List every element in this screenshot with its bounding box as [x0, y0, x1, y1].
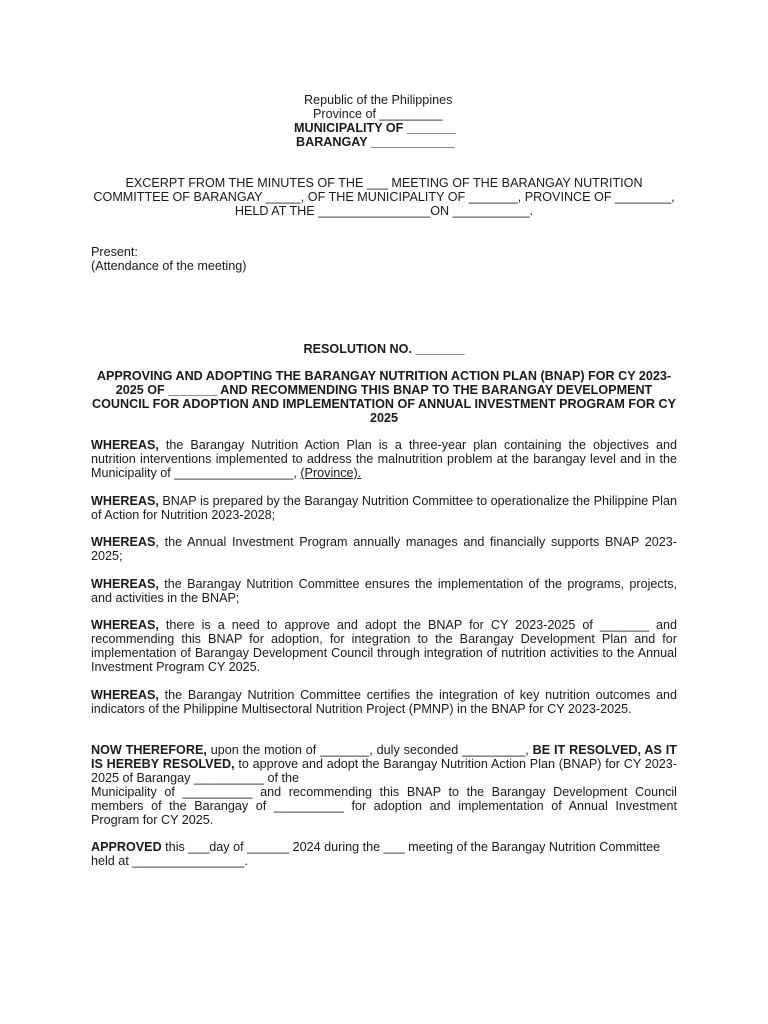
approved-text: this ___day of ______ 2024 during the ___ meeting of the Barangay Nutrition Committee held at ________________. — [91, 840, 661, 868]
approved-paragraph — [91, 840, 677, 868]
whereas-text: , the Annual Investment Program annually manages and financially supports BNAP 2023-2025; — [91, 535, 677, 563]
now-therefore-text-2: to approve and adopt the Barangay Nutrition Action Plan (BNAP) for CY 2023-2025 of Barangay __________ of the — [91, 757, 677, 785]
whereas-paragraph-1 — [91, 438, 677, 480]
whereas-keyword: WHEREAS, — [91, 577, 159, 591]
present-section — [91, 245, 246, 273]
minutes-excerpt: EXCERPT FROM THE MINUTES OF THE ___ MEETING OF THE BARANGAY NUTRITION COMMITTEE OF BARANGAY _____, OF THE MUNICIPALITY OF _______, PROVINCE OF ________, HELD AT THE ________________ON ___________. — [93, 176, 675, 218]
whereas-keyword: WHEREAS, — [91, 688, 159, 702]
whereas-keyword: WHEREAS — [91, 535, 156, 549]
now-therefore-text: upon the motion of _______, duly seconded _________, — [206, 743, 533, 757]
whereas-text: the Barangay Nutrition Committee certifies the integration of key nutrition outcomes and indicators of the Philippine Multisectoral Nutrition Project (PMNP) in the BNAP for CY 2023-2025. — [91, 688, 677, 716]
province-placeholder: (Province). — [300, 466, 362, 480]
whereas-keyword: WHEREAS, — [91, 494, 159, 508]
resolved-keyword: BE IT RESOLVED, AS IT IS HEREBY RESOLVED, — [91, 743, 677, 771]
approved-keyword: APPROVED — [91, 840, 162, 854]
now-therefore-text-3: Municipality of __________ and recommending this BNAP to the Barangay Development Council members of the Barangay of __________ for adoption and implementation of Annual Investment Program for CY 2025. — [91, 785, 677, 827]
whereas-paragraph-6 — [91, 688, 677, 716]
whereas-text: BNAP is prepared by the Barangay Nutrition Committee to operationalize the Philippine Plan of Action for Nutrition 2023-2028; — [91, 494, 677, 522]
whereas-text: the Barangay Nutrition Committee ensures the implementation of the programs, projects, and activities in the BNAP; — [91, 577, 677, 605]
whereas-paragraph-2 — [91, 494, 677, 522]
attendance-note: (Attendance of the meeting) — [91, 259, 247, 273]
whereas-keyword: WHEREAS, — [91, 618, 159, 632]
whereas-text: the Barangay Nutrition Action Plan is a three-year plan containing the objectives and nutrition interventions implemented to address the malnutrition problem at the barangay level and in the Municipality of _________________, — [91, 438, 677, 480]
whereas-paragraph-4 — [91, 577, 677, 605]
whereas-text: there is a need to approve and adopt the BNAP for CY 2023-2025 of _______ and recommending this BNAP for adoption, for integration to the Barangay Development Plan and for implementation of Barangay Development Council through integration of nutrition activities to the Annual Investment Program CY 2025. — [91, 618, 677, 674]
resolution-title: APPROVING AND ADOPTING THE BARANGAY NUTRITION ACTION PLAN (BNAP) FOR CY 2023-2025 OF _______ AND RECOMMENDING THIS BNAP TO THE BARANGAY DEVELOPMENT COUNCIL FOR ADOPTION AND IMPLEMENTATION OF ANNUAL INVESTMENT PROGRAM FOR CY 2025 — [92, 369, 676, 425]
whereas-paragraph-5 — [91, 618, 677, 674]
now-therefore-keyword: NOW THEREFORE, — [91, 743, 207, 757]
resolution-number: RESOLUTION NO. _______ — [303, 342, 465, 356]
barangay-line: BARANGAY ____________ — [296, 135, 455, 149]
province-line: Province of _________ — [313, 107, 443, 121]
municipality-line: MUNICIPALITY OF _______ — [294, 121, 456, 135]
republic-line: Republic of the Philippines — [304, 93, 453, 107]
present-label: Present: — [91, 245, 138, 259]
whereas-keyword: WHEREAS, — [91, 438, 159, 452]
whereas-paragraph-3 — [91, 535, 677, 563]
now-therefore-paragraph — [91, 743, 677, 827]
